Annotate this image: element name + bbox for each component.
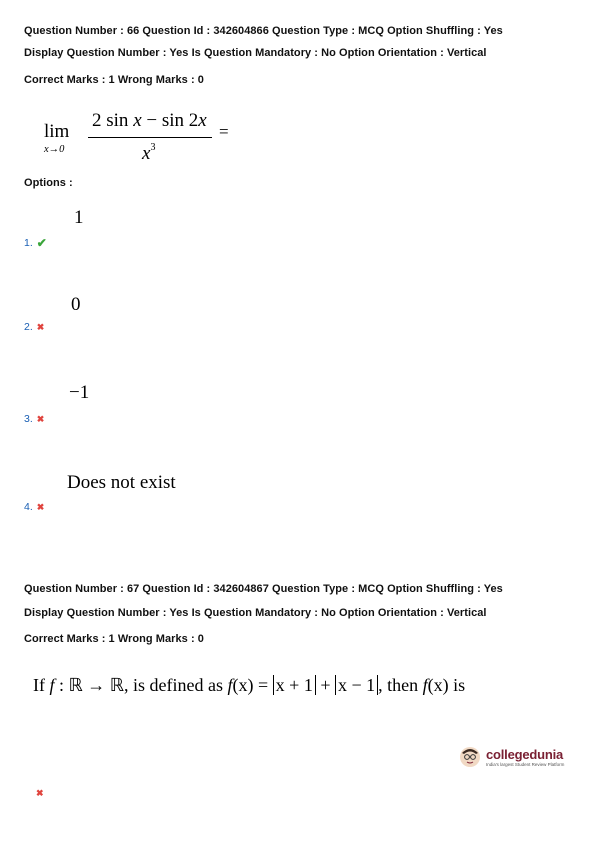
q67-meta-line1: Question Number : 67 Question Id : 342604867 Question Type : MCQ Option Shuffling : Yes bbox=[24, 583, 503, 595]
option-4-label[interactable] bbox=[24, 501, 44, 513]
collegedunia-watermark bbox=[458, 745, 564, 769]
check-icon: ✔ bbox=[36, 236, 47, 250]
option-number: 2. bbox=[24, 321, 33, 333]
option-4-value[interactable]: Does not exist bbox=[67, 472, 176, 493]
watermark-brand: collegedunia bbox=[486, 747, 564, 762]
option-3-value[interactable]: −1 bbox=[69, 382, 90, 403]
option-3-label[interactable] bbox=[24, 413, 44, 425]
option-1-label[interactable] bbox=[24, 236, 47, 250]
fraction-numerator: 2 sin x − sin 2x bbox=[92, 110, 207, 131]
fraction-bar bbox=[88, 137, 212, 138]
option-number: 1. bbox=[24, 237, 33, 249]
q67-question-text: If f : ℝ → ℝ, is defined as f(x) = x + 1 + x − 1 , then f(x) is bbox=[33, 675, 466, 695]
cross-icon: ✖ bbox=[36, 321, 45, 332]
watermark-tagline: India's largest Student Review Platform bbox=[486, 762, 565, 767]
q66-meta-line2: Display Question Number : Yes Is Question Mandatory : No Option Orientation : Vertical bbox=[24, 47, 487, 59]
cross-icon: ✖ bbox=[36, 788, 44, 798]
option-number: 4. bbox=[24, 501, 33, 513]
option-1-value[interactable]: 1 bbox=[74, 207, 84, 228]
abs-term-2: x − 1 bbox=[335, 675, 378, 695]
fraction-denominator: $x^3$ bbox=[142, 141, 156, 164]
equals-sign: = bbox=[219, 122, 229, 141]
q66-meta-line1: Question Number : 66 Question Id : 342604866 Question Type : MCQ Option Shuffling : Yes bbox=[24, 25, 503, 37]
abs-term-1: x + 1 bbox=[273, 675, 316, 695]
option-2-value[interactable]: 0 bbox=[71, 294, 81, 315]
lim-operator: lim bbox=[44, 121, 70, 142]
q67-option-marker[interactable] bbox=[36, 788, 44, 799]
q67-meta-line2: Display Question Number : Yes Is Question Mandatory : No Option Orientation : Vertical bbox=[24, 607, 487, 619]
q67-marks: Correct Marks : 1 Wrong Marks : 0 bbox=[24, 633, 204, 645]
mascot-logo-icon bbox=[458, 745, 482, 769]
q66-marks: Correct Marks : 1 Wrong Marks : 0 bbox=[24, 74, 204, 86]
lim-subscript: x→0 bbox=[44, 144, 65, 155]
option-2-label[interactable] bbox=[24, 321, 44, 333]
option-number: 3. bbox=[24, 413, 33, 425]
cross-icon: ✖ bbox=[36, 413, 45, 424]
options-label: Options : bbox=[24, 177, 73, 189]
cross-icon: ✖ bbox=[36, 501, 45, 512]
